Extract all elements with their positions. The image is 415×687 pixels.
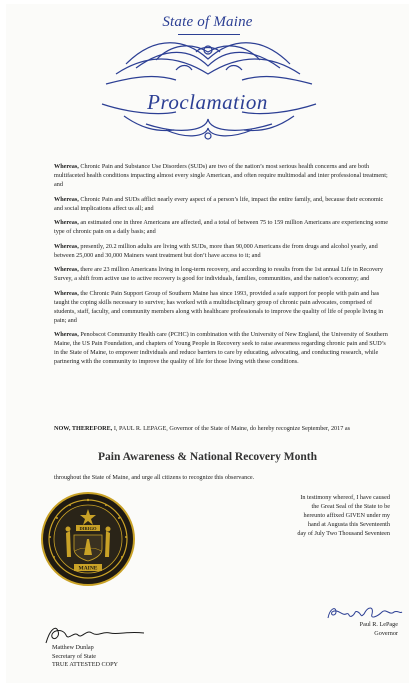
proclamation-document bbox=[6, 4, 409, 683]
governor-title: Governor bbox=[374, 629, 398, 637]
testimony-line: day of July Two Thousand Seventeen bbox=[297, 529, 390, 537]
proclamation-ornament bbox=[6, 4, 409, 154]
whereas-clause: Whereas, the Chronic Pain Support Group of Southern Maine has since 1993, provided a safe support for people with pain and has taught the coping skills necessary to survive; has worked with a multidisciplinary group of chronic pain advocates, comprised of students, staff, faculty, and community members along with healthcare professionals to improve the quality of life of people living in pain; and bbox=[54, 289, 384, 324]
great-seal-of-maine bbox=[40, 491, 136, 587]
secretary-signature-block bbox=[52, 644, 118, 670]
svg-text:DIRIGO: DIRIGO bbox=[79, 526, 97, 531]
whereas-clause: Whereas, Chronic Pain and Substance Use Disorders (SUDs) are two of the nation’s most serious health concerns and are both multifaceted health conditions impacting almost every single American, and often require multimodal and inter professional treatment; and bbox=[54, 163, 388, 188]
testimony-line: hereunto affixed GIVEN under my bbox=[303, 511, 390, 519]
svg-text:MAINE: MAINE bbox=[78, 565, 98, 572]
observance-statement: throughout the State of Maine, and urge all citizens to recognize this observance. bbox=[54, 474, 255, 481]
attested-copy-label: TRUE ATTESTED COPY bbox=[52, 661, 118, 669]
secretary-title: Secretary of State bbox=[52, 652, 96, 660]
testimony-line: the Great Seal of the State to be bbox=[311, 502, 390, 510]
testimony-line: hand at Augusta this Seventeenth bbox=[307, 520, 390, 528]
whereas-clause: Whereas, there are 23 million Americans living in long-term recovery, and according to results from the 1st annual Life in Recovery Survey, a shift from active use to active recovery is good for individuals, families, communities, and the nation’s economy; and bbox=[54, 266, 384, 283]
state-title: State of Maine bbox=[162, 14, 253, 30]
observance-title: Pain Awareness & National Recovery Month bbox=[97, 451, 317, 463]
therefore-clause: NOW, THEREFORE, I, PAUL R. LEPAGE, Governor of the State of Maine, do hereby recognize September, 2017 as bbox=[54, 425, 351, 433]
governor-name: Paul R. LePage bbox=[359, 621, 398, 628]
proclamation-title: Proclamation bbox=[147, 90, 268, 114]
whereas-clause: Whereas, Penobscot Community Health care (PCHC) in combination with the University of New England, the University of Southern Maine, the US Pain Foundation, and chapters of Young People in Recovery seek to raise awareness regarding chronic pain and SUD’s in the State of Maine, to empower individuals and reduce barriers to care by educating, advocating, and conducting research, while partnering with the community to improve the quality of life for those living with these conditions. bbox=[54, 331, 388, 366]
whereas-clause: Whereas, Chronic Pain and SUDs afflict nearly every aspect of a person’s life, impact the entire family, and, because their economic and social implications affect us all; and bbox=[54, 195, 384, 212]
whereas-clause: Whereas, presently, 20.2 million adults are living with SUDs, more than 90,000 Americans die from drugs and alcohol yearly, and between 25,000 and 30,000 Mainers want treatment but don’t have access to it; and bbox=[54, 242, 378, 259]
governor-signature-block bbox=[338, 621, 398, 638]
testimony-block bbox=[266, 494, 390, 539]
testimony-line: In testimony whereof, I have caused bbox=[300, 494, 390, 501]
whereas-clause: Whereas, an estimated one in three Americans are affected, and a total of between 75 to 159 million Americans are experiencing some type of chronic pain on a daily basis; and bbox=[54, 219, 388, 236]
secretary-name: Matthew Dunlap bbox=[52, 644, 94, 651]
whereas-clauses bbox=[54, 163, 388, 373]
